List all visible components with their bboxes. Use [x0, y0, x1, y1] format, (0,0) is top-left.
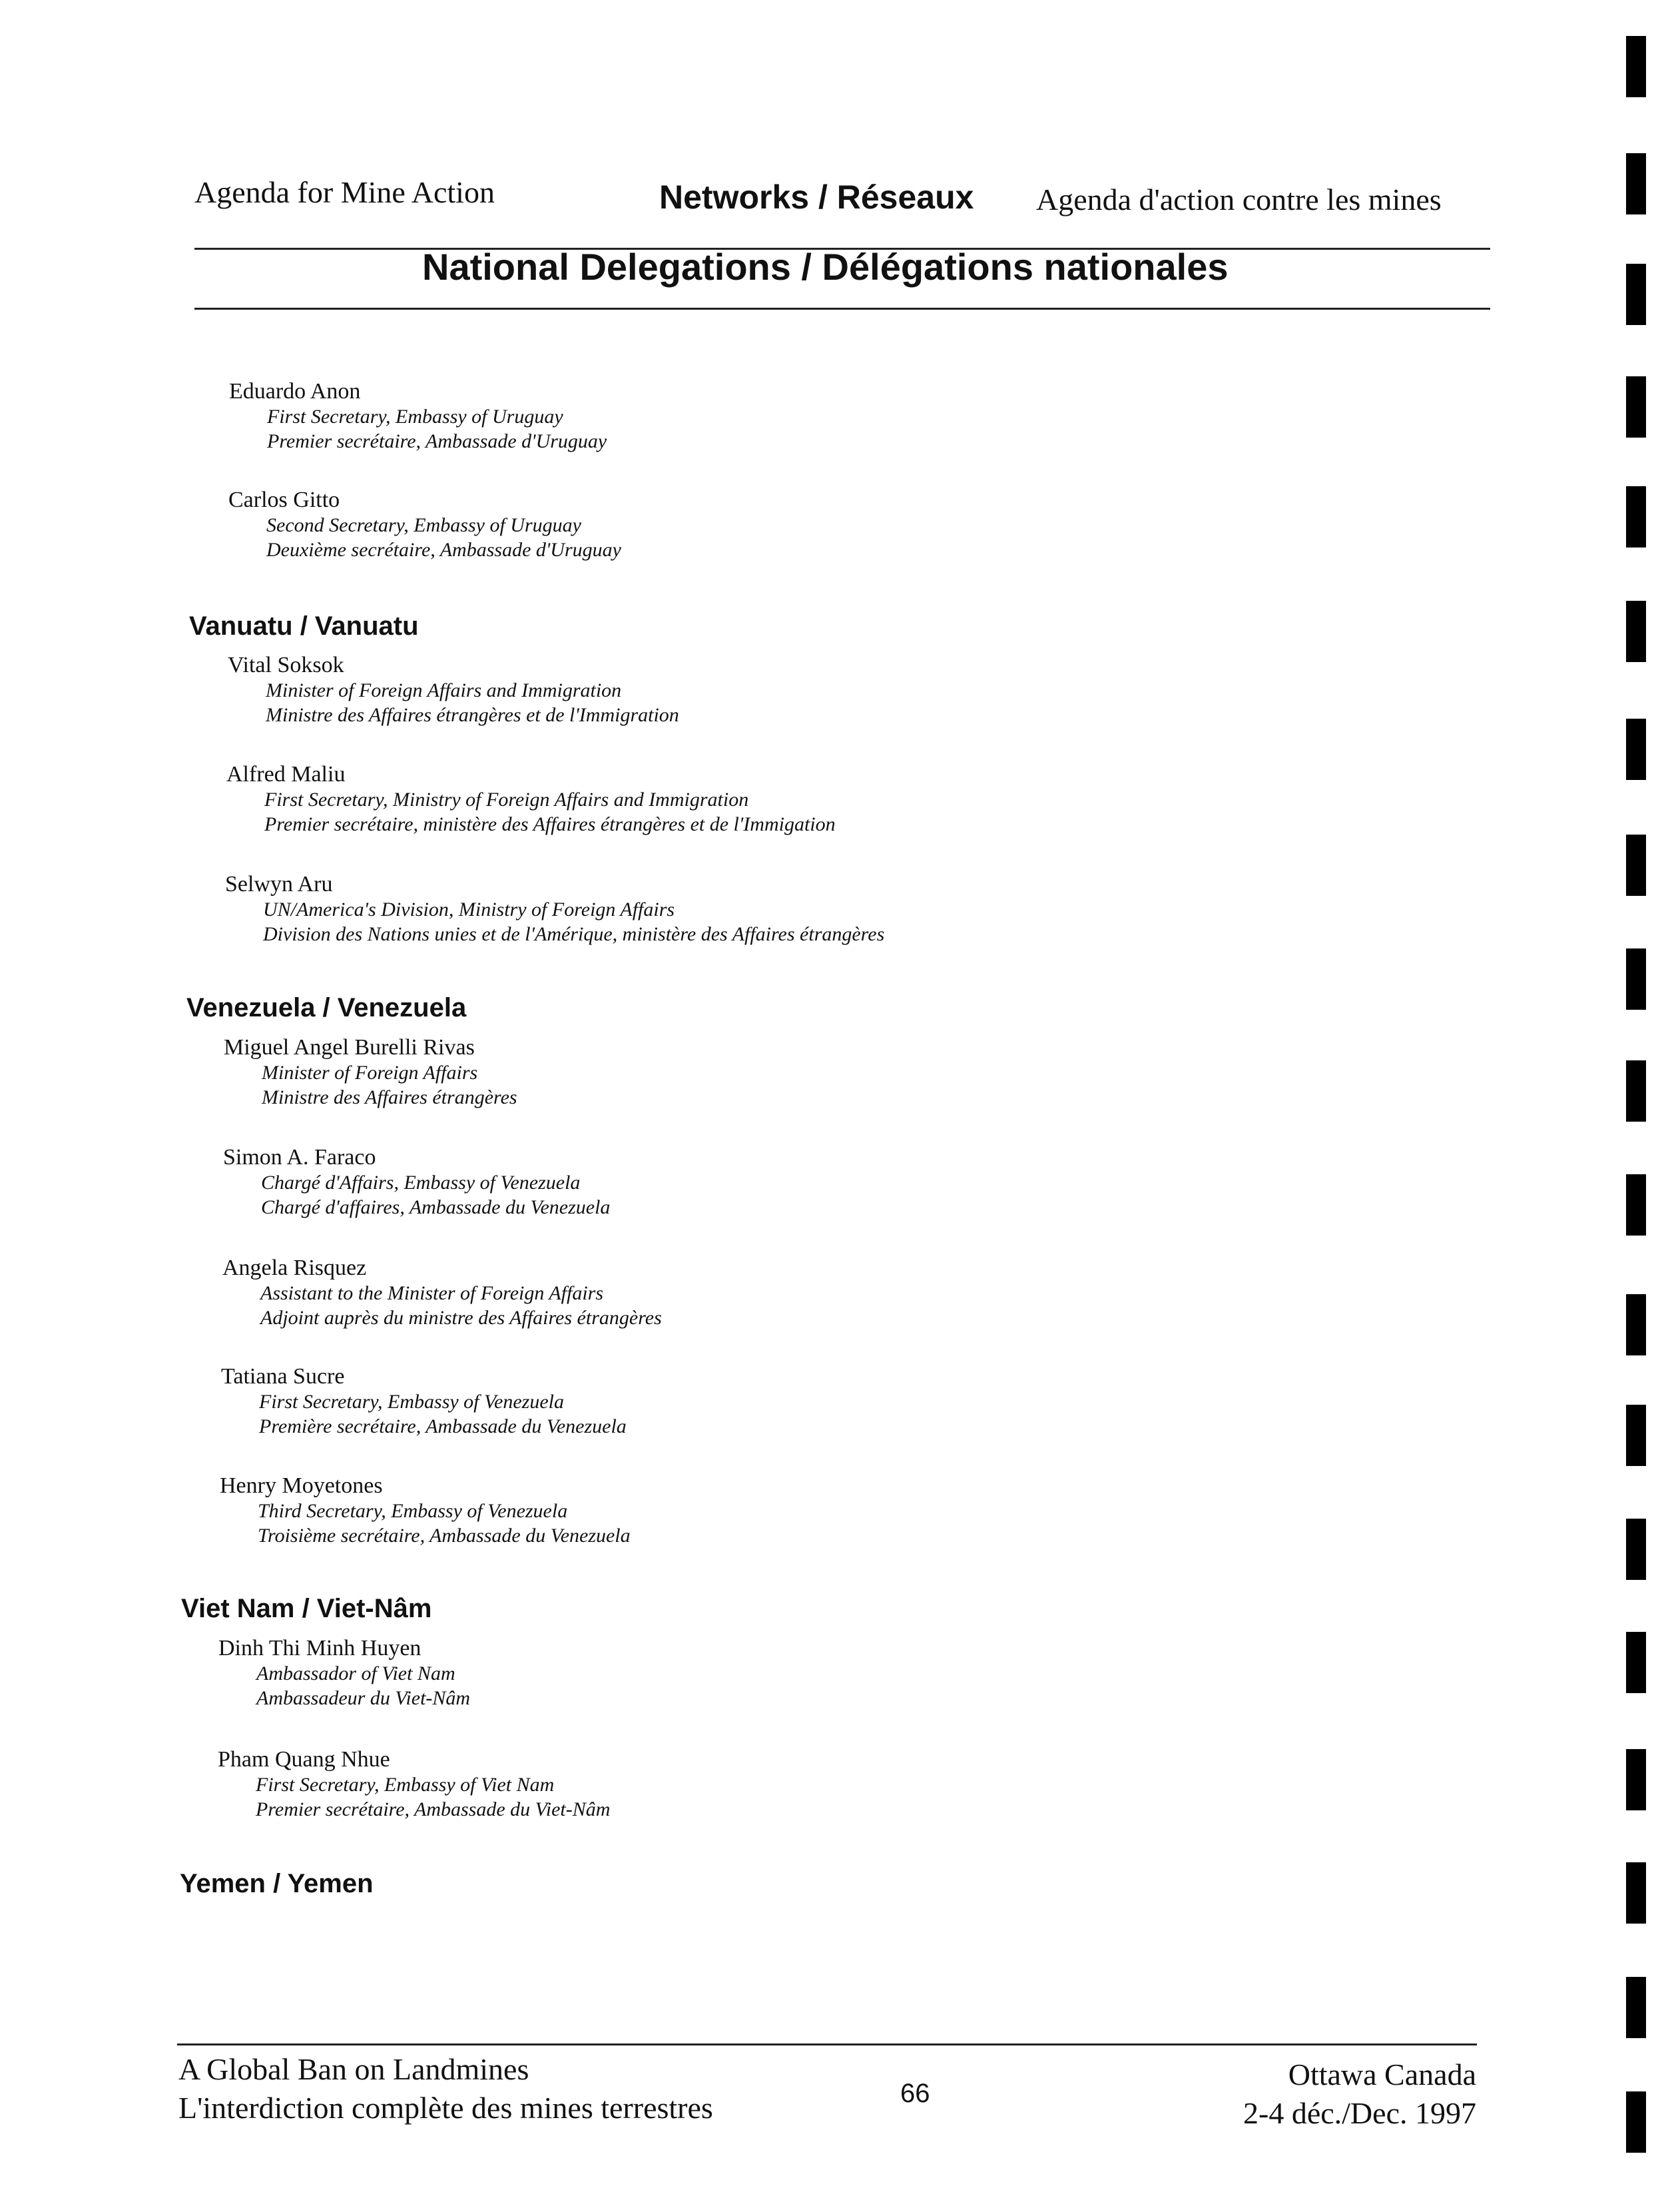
- delegate-title-fr: Deuxième secrétaire, Ambassade d'Uruguay: [266, 539, 621, 561]
- binding-mark: [1626, 1977, 1646, 2038]
- delegate-title-en: Chargé d'Affairs, Embassy of Venezuela: [261, 1172, 581, 1194]
- delegate-title-fr: Chargé d'affaires, Ambassade du Venezuela: [261, 1196, 611, 1218]
- binding-mark: [1626, 1174, 1646, 1236]
- delegate-entry: [228, 487, 621, 562]
- delegate-entry: [224, 1034, 517, 1110]
- delegate-title-en: First Secretary, Embassy of Viet Nam: [256, 1774, 555, 1796]
- binding-mark: [1626, 601, 1646, 662]
- footer-left-line2: L'interdiction complète des mines terrestres: [178, 2091, 713, 2125]
- delegate-entry: [225, 871, 884, 946]
- footer-left-line1: A Global Ban on Landmines: [178, 2052, 529, 2086]
- delegate-title-en: Ambassador of Viet Nam: [256, 1662, 455, 1684]
- country-heading-venezuela: Venezuela / Venezuela: [186, 993, 467, 1022]
- delegate-name: Henry Moyetones: [220, 1473, 383, 1498]
- delegate-title-fr: Première secrétaire, Ambassade du Venezuela: [259, 1415, 627, 1437]
- binding-mark: [1626, 1405, 1646, 1466]
- binding-mark: [1626, 948, 1646, 1010]
- footer-left: [178, 2050, 713, 2127]
- delegate-title-en: Assistant to the Minister of Foreign Affairs: [260, 1282, 604, 1304]
- delegate-name: Carlos Gitto: [228, 488, 340, 512]
- delegate-title-en: First Secretary, Embassy of Uruguay: [267, 406, 563, 428]
- delegate-name: Selwyn Aru: [225, 872, 333, 897]
- binding-mark: [1626, 1749, 1646, 1810]
- delegate-entry: [218, 1635, 470, 1710]
- header-left-text: Agenda for Mine Action: [194, 175, 495, 209]
- footer-rule: [177, 2043, 1477, 2045]
- binding-mark: [1626, 1862, 1646, 1924]
- binding-mark: [1626, 2091, 1646, 2153]
- delegate-title-en: Minister of Foreign Affairs: [262, 1062, 478, 1084]
- binding-mark: [1626, 264, 1646, 325]
- country-heading-yemen: Yemen / Yemen: [180, 1869, 374, 1898]
- binding-mark: [1626, 153, 1646, 214]
- delegate-title-fr: Premier secrétaire, Ambassade d'Uruguay: [267, 430, 607, 452]
- delegate-title-fr: Adjoint auprès du ministre des Affaires étrangères: [260, 1307, 662, 1329]
- delegate-title-en: Second Secretary, Embassy of Uruguay: [266, 514, 581, 536]
- delegate-entry: [218, 1746, 610, 1822]
- delegate-name: Pham Quang Nhue: [218, 1747, 390, 1772]
- delegate-title-en: First Secretary, Ministry of Foreign Affairs and Immigration: [264, 789, 749, 811]
- delegate-title-en: First Secretary, Embassy of Venezuela: [259, 1391, 564, 1413]
- delegate-name: Angela Risquez: [222, 1256, 367, 1280]
- delegate-title-en: UN/America's Division, Ministry of Foreign Affairs: [263, 899, 675, 921]
- page-title: National Delegations / Délégations nationales: [422, 246, 1229, 288]
- delegate-name: Tatiana Sucre: [221, 1364, 345, 1389]
- binding-mark: [1626, 376, 1646, 438]
- header-section-title: Networks / Réseaux: [659, 179, 974, 216]
- header-right-text: Agenda d'action contre les mines: [1036, 183, 1442, 216]
- page-number: 66: [900, 2079, 930, 2108]
- delegate-title-fr: Ministre des Affaires étrangères: [262, 1086, 517, 1108]
- binding-mark: [1626, 1060, 1646, 1122]
- delegate-title-fr: Premier secrétaire, Ambassade du Viet-Nâm: [256, 1798, 611, 1820]
- delegate-entry: [222, 1255, 662, 1330]
- footer-right-line1: Ottawa Canada: [1288, 2057, 1476, 2091]
- footer-right-line2: 2-4 déc./Dec. 1997: [1243, 2096, 1476, 2130]
- country-heading-viet-nam: Viet Nam / Viet-Nâm: [181, 1594, 432, 1623]
- binding-mark: [1626, 36, 1646, 97]
- delegate-name: Miguel Angel Burelli Rivas: [224, 1035, 475, 1060]
- delegate-title-fr: Ambassadeur du Viet-Nâm: [256, 1687, 471, 1709]
- delegate-entry: [223, 1144, 610, 1220]
- delegate-name: Vital Soksok: [228, 653, 344, 677]
- delegate-title-en: Minister of Foreign Affairs and Immigration: [266, 679, 622, 701]
- binding-mark: [1626, 835, 1646, 896]
- binding-mark: [1626, 486, 1646, 548]
- country-heading-vanuatu: Vanuatu / Vanuatu: [189, 611, 419, 641]
- delegate-title-fr: Division des Nations unies et de l'Amérique, ministère des Affaires étrangères: [263, 923, 885, 945]
- binding-mark: [1626, 1294, 1646, 1355]
- delegate-entry: [221, 1363, 627, 1439]
- delegate-name: Simon A. Faraco: [223, 1145, 376, 1170]
- delegate-entry: [226, 761, 836, 837]
- footer-right: [1243, 2055, 1476, 2133]
- delegate-title-fr: Troisième secrétaire, Ambassade du Venezuela: [258, 1525, 631, 1547]
- binding-mark: [1626, 1632, 1646, 1693]
- delegate-title-fr: Ministre des Affaires étrangères et de l'Immigration: [266, 704, 679, 726]
- delegate-title-en: Third Secretary, Embassy of Venezuela: [258, 1500, 568, 1522]
- header-rule-bottom: [194, 308, 1490, 310]
- delegate-name: Alfred Maliu: [226, 762, 346, 787]
- binding-mark: [1626, 719, 1646, 780]
- binding-mark: [1626, 1519, 1646, 1580]
- delegate-entry: [220, 1473, 631, 1548]
- delegate-title-fr: Premier secrétaire, ministère des Affaires étrangères et de l'Immigation: [264, 813, 836, 835]
- delegate-entry: [229, 378, 607, 454]
- delegate-entry: [228, 652, 679, 727]
- delegate-name: Dinh Thi Minh Huyen: [218, 1636, 421, 1660]
- delegate-name: Eduardo Anon: [229, 379, 361, 404]
